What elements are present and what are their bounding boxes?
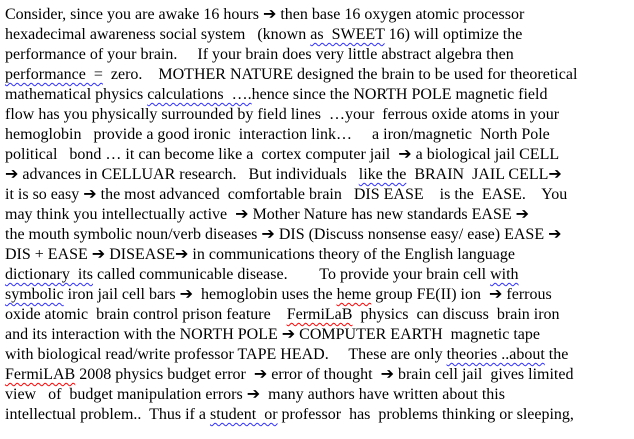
text-line bbox=[5, 325, 632, 345]
text-line bbox=[5, 105, 632, 125]
text-line bbox=[5, 225, 632, 245]
text-run: may think you intellectually active ➔ Mother Nature has new standards EASE ➔ bbox=[5, 206, 530, 223]
text-run: zero. MOTHER NATURE designed the brain to be used for theoretical bbox=[102, 66, 578, 83]
text-run: flow has you physically surrounded by field lines …your ferrous oxide atoms in your bbox=[5, 106, 560, 123]
text-line bbox=[5, 245, 632, 265]
text-line bbox=[5, 125, 632, 145]
grammar-error-word: with bbox=[490, 266, 519, 283]
grammar-error-word: dictionary its bbox=[5, 266, 93, 283]
text-run: and its interaction with the NORTH POLE ➔ COMPUTER EARTH magnetic tape bbox=[5, 326, 540, 343]
text-line bbox=[5, 205, 632, 225]
text-run: intellectual problem.. Thus if a bbox=[5, 406, 210, 423]
spelling-error-word: FermiLaB bbox=[286, 306, 353, 323]
text-run: group FE(II) ion ➔ ferrous bbox=[371, 286, 552, 303]
text-line bbox=[5, 85, 632, 105]
text-run: mathematical physics bbox=[5, 86, 148, 103]
spelling-error-word: heme bbox=[336, 286, 372, 303]
text-line bbox=[5, 365, 632, 385]
grammar-error-word: theories ..about bbox=[446, 346, 545, 363]
text-run: hemoglobin provide a good ironic interaction link… a iron/magnetic North Pole bbox=[5, 126, 550, 143]
text-line bbox=[5, 265, 632, 285]
text-run: BRAIN JAIL CELL➔ bbox=[406, 166, 562, 183]
text-run: 2008 physics budget error ➔ error of thought ➔ brain cell jail gives limited bbox=[75, 366, 574, 383]
text-run: iron jail cell bars ➔ hemoglobin uses the bbox=[63, 286, 337, 303]
text-run: oxide atomic brain control prison feature bbox=[5, 306, 287, 323]
grammar-error-word: like the bbox=[358, 166, 407, 183]
grammar-error-word: student or bbox=[209, 406, 278, 423]
text-run: performance of your brain. If your brain does very little abstract algebra then bbox=[5, 46, 514, 63]
text-run: political bond … it can become like a cortex computer jail ➔ a biological jail CELL bbox=[5, 146, 560, 163]
text-run: 16) will optimize the bbox=[384, 26, 523, 43]
text-run: the mouth symbolic noun/verb diseases ➔ DIS (Discuss nonsense easy/ ease) EASE ➔ bbox=[5, 226, 562, 243]
text-line bbox=[5, 345, 632, 365]
text-line bbox=[5, 405, 632, 425]
text-line bbox=[5, 5, 632, 25]
text-line bbox=[5, 165, 632, 185]
text-run: Consider, since you are awake 16 hours ➔ then base 16 oxygen atomic processor bbox=[5, 6, 525, 23]
text-run: with biological read/write professor TAPE HEAD. These are only bbox=[5, 346, 447, 363]
text-line bbox=[5, 45, 632, 65]
text-run: physics can discuss brain iron bbox=[352, 306, 560, 323]
text-run: the bbox=[544, 346, 569, 363]
text-run: view of budget manipulation errors ➔ many authors have written about this bbox=[5, 386, 505, 403]
text-line bbox=[5, 305, 632, 325]
text-run: called communicable disease. To provide your brain cell bbox=[92, 266, 491, 283]
text-line bbox=[5, 145, 632, 165]
text-line bbox=[5, 65, 632, 85]
text-run: hence since the NORTH POLE magnetic field bbox=[251, 86, 548, 103]
text-line bbox=[5, 385, 632, 405]
spelling-error-word: FermiLAB bbox=[5, 366, 76, 383]
text-run: it is so easy ➔ the most advanced comfortable brain DIS EASE is the EASE. You bbox=[5, 186, 568, 203]
text-run: ➔ advances in CELLUAR research. But individuals bbox=[5, 166, 359, 183]
grammar-error-word: as SWEET bbox=[310, 26, 385, 43]
text-line bbox=[5, 285, 632, 305]
text-line bbox=[5, 185, 632, 205]
text-run: DIS + EASE ➔ DISEASE➔ in communications theory of the English language bbox=[5, 246, 515, 263]
text-run: hexadecimal awareness social system (known bbox=[5, 26, 311, 43]
text-run: professor has problems thinking or sleeping, bbox=[277, 406, 574, 423]
grammar-error-word: calculations …. bbox=[147, 86, 252, 103]
grammar-error-word: symbolic bbox=[5, 286, 64, 303]
grammar-error-word: performance = bbox=[5, 66, 103, 83]
text-line bbox=[5, 25, 632, 45]
